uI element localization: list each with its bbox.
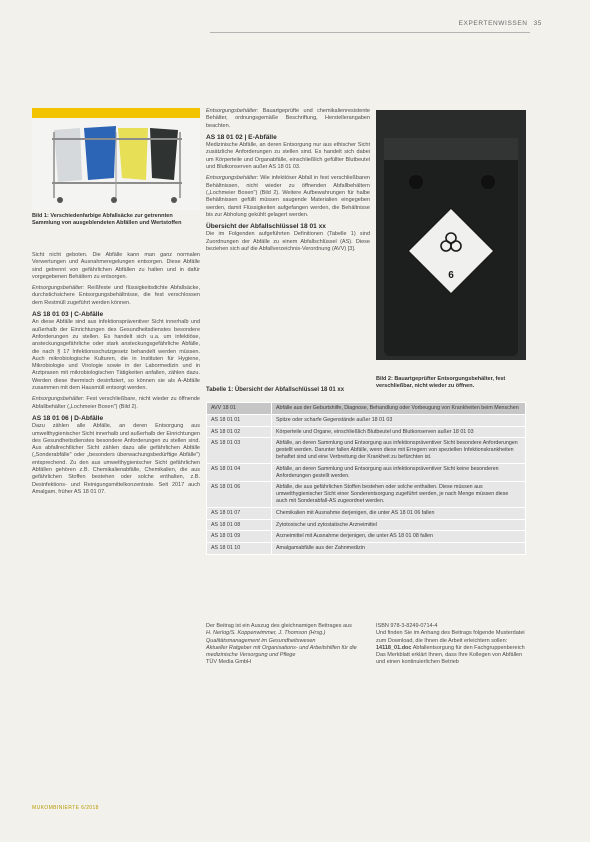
waste-description-cell: Abfälle, an deren Sammlung und Entsorgung aus infektionspräventiver Sicht besondere Anforderungen gestellt werden. Darunter fallen Abfälle, wenn diese mit Erregern von speziellen Infektionskrankheiten behaftet sind und eine Verbreitung der Krankheit zu befürchten ist. xyxy=(272,438,526,463)
table-row xyxy=(207,438,526,463)
waste-description-cell: Abfälle, an deren Sammlung und Entsorgung aus infektionspräventiver Sicht keine besonderen Anforderungen gestellt werden. xyxy=(272,463,526,482)
table-row xyxy=(207,507,526,519)
waste-description-cell: Körperteile und Organe, einschließlich Blutbeutel und Blutkonserven außer 18 01 03 xyxy=(272,426,526,438)
figure1-caption: Bild 1: Verschiedenfarbige Abfallsäcke zur getrennten Sammlung von ausgeblendeten Abfällen und Wertstoffen xyxy=(32,213,182,227)
table-row xyxy=(207,403,526,415)
paragraph: Entsorgungsbehälter: Fest verschließbare, nicht wieder zu öffnende Abfallbehälter („Lochmeier Boxen") (Bild 2). xyxy=(32,396,200,410)
waste-description-cell: Abfälle, die aus gefährlichen Stoffen bestehen oder solche enthalten. Diese müssen aus umwelthygienischer Sicht einer Sonderentsorgung zugeführt werden, je nach Menge müssen diese auch mit Sonderabfall-AS zugeordnet werden. xyxy=(272,482,526,507)
header-rule xyxy=(210,32,530,33)
table-row xyxy=(207,519,526,531)
source-work: Aktueller Ratgeber mit Organisations- und Arbeitshilfen für die medizinische Versorgung und Pflege xyxy=(206,644,357,659)
section-heading: Übersicht der Abfallschlüssel 18 01 xx xyxy=(206,223,326,231)
figure2-caption: Bild 2: Bauartgeprüfter Entsorgungsbehälter, fest verschließbar, nicht wieder zu öffnen. xyxy=(376,376,506,390)
page-footer: MUKOMBINIERTE 6/2018 xyxy=(32,805,99,811)
label-italic: Entsorgungsbehälter: xyxy=(206,108,259,114)
waste-code-cell: AS 18 01 10 xyxy=(207,543,272,555)
running-header xyxy=(459,20,542,27)
table-row xyxy=(207,482,526,507)
paragraph: Die im Folgenden aufgeführten Definitionen (Tabelle 1) sind Zuordnungen der Abfälle zu einem Abfallschlüssel (AS). Diese beziehen sich auf die Abfallverzeichnis-Verordnung (AVV) [3]. xyxy=(206,231,370,253)
svg-text:6: 6 xyxy=(448,270,454,281)
section-heading: AS 18 01 02 | E-Abfälle xyxy=(206,133,277,141)
waste-bag-stand-photo xyxy=(32,118,200,210)
waste-code-cell: AS 18 01 06 xyxy=(207,482,272,507)
label-italic: Entsorgungsbehälter: xyxy=(32,396,85,403)
waste-code-cell: AS 18 01 02 xyxy=(207,426,272,438)
column-1-text xyxy=(32,252,200,500)
isbn: ISBN 978-3-8249-0714-4 xyxy=(376,623,438,629)
paragraph: Entsorgungsbehälter: Bauartgeprüfte und chemikalienresistente Behälter, ordnungsgemäße Beschriftung, Herstellerangaben beachten. xyxy=(206,108,370,129)
source-intro: Der Beitrag ist ein Auszug des gleichnamigen Beitrages aus xyxy=(206,623,352,629)
waste-description-cell: Arzneimittel mit Ausnahme derjenigen, die unter AS 18 01 08 fallen xyxy=(272,531,526,543)
waste-code-cell: AS 18 01 01 xyxy=(207,414,272,426)
section-heading: AS 18 01 03 | C-Abfälle xyxy=(32,311,104,319)
waste-description-cell: Zytotoxische und zytostatische Arzneimittel xyxy=(272,519,526,531)
section-title: EXPERTENWISSEN xyxy=(458,20,528,27)
section-heading: AS 18 01 06 | D-Abfälle xyxy=(32,414,104,422)
paragraph: An diese Abfälle sind aus infektionspräventiver Sicht innerhalb und außerhalb der Einrichtungen des Gesundheitsdienstes besondere Anforderungen zu stellen. Es handelt sich u.a. um infektiöse, ansteckungsgefährliche oder stark ansteckungsgefährliche Abfälle, die nach § 17 Infektionsschutzgesetz behandelt werden müssen. Auch mikrobiologische Kulturen, die in Instituten für Hygiene, Mikrobiologie und Virologie sowie in der Labormedizin und in Arztpraxen mit mikrobiologischen Tätigkeiten anfallen, zählen dazu. Werden diese thermisch desinfiziert, so können sie als A-Abfälle zusammen mit dem Hausmüll entsorgt werden. xyxy=(32,319,200,392)
order-note xyxy=(376,623,526,667)
paragraph: Medizinische Abfälle, an deren Entsorgung nur aus ethischer Sicht zusätzliche Anforderungen zu stellen sind. Es handelt sich dabei um Körperteile und Organabfälle, einschließlich gefüllter Blutbeutel und Blutkonserven außer AS 18 01 03. xyxy=(206,142,370,171)
paragraph: Sicht nicht geboten. Die Abfälle kann man ganz normalen Verwertungen und Ausnahmeregelungen entsorgen. Diese Abfälle sind getrennt von gefährlichen Abfällen zu halten und in dafür vorgegebenen Behältern zu entsorgen. xyxy=(32,252,200,280)
disposal-box-photo xyxy=(376,110,526,360)
waste-code-cell: AS 18 01 08 xyxy=(207,519,272,531)
paragraph: Entsorgungsbehälter: Reißfeste und flüssigkeitsdichte Abfallsäcke, durchstichsichere Entsorgungsbehältnisse, die fest verschlossen dem Restmüll zugeführt werden können. xyxy=(32,285,200,306)
paragraph: Entsorgungsbehälter: Wie infektiöser Abfall in fest verschließbaren Behältnissen, nicht wieder zu öffnenden Abfallbehältern („Lochmeier Boxen") (Bild 2). Weitere Aufbewahrungen für halbe Behältnissen gefüllt müssen saugende Materialien eingegeben werden, damit Flüssigkeiten aufgefangen werden, die Behältnisse bis zur Abholung gekühlt gelagert werden. xyxy=(206,175,370,218)
waste-code-cell: AS 18 01 03 xyxy=(207,438,272,463)
source-authors: H. Nerlog/S. Koppenwimmer, J. Thomson (Hrsg.) Qualitätsmanagement im Gesundheitswesen xyxy=(206,630,326,644)
source-publisher: TÜV Media GmbH xyxy=(206,659,251,666)
waste-description-cell: Abfälle aus der Geburtshilfe, Diagnose, Behandlung oder Vorbeugung von Krankheiten beim Menschen xyxy=(272,403,526,415)
waste-code-cell: AS 18 01 09 xyxy=(207,531,272,543)
table-row xyxy=(207,414,526,426)
table-caption: Tabelle 1: Übersicht der Abfallschlüssel 18 01 xx xyxy=(206,387,345,393)
table-row xyxy=(207,463,526,482)
waste-description-cell: Chemikalien mit Ausnahme derjenigen, die unter AS 18 01 06 fallen xyxy=(272,507,526,519)
page-number: 35 xyxy=(533,20,542,27)
label-italic: Entsorgungsbehälter: xyxy=(32,285,85,292)
table-row xyxy=(207,543,526,555)
waste-code-cell: AVV 18 01 xyxy=(207,403,272,415)
label-italic: Entsorgungsbehälter: xyxy=(206,175,259,182)
table-row xyxy=(207,531,526,543)
table-row xyxy=(207,426,526,438)
column-2-text xyxy=(206,108,370,257)
source-note xyxy=(206,623,362,667)
waste-description-cell: Amalgamabfälle aus der Zahnmedizin xyxy=(272,543,526,555)
waste-code-table xyxy=(206,402,526,555)
order-text: Und finden Sie im Anhang des Beitrags folgende Musterdatei zum Download, die Ihnen die Arbeit erleichtern sollen: xyxy=(376,630,525,644)
order-text-2: Das Merkblatt erklärt Ihnen, dass Ihre Kollegen von Abfällen und einen kontinuierlichen Betrieb xyxy=(376,652,523,666)
download-file: 14118_01.doc Abfallentsorgung für den Fachgruppenbereich xyxy=(376,644,525,651)
waste-code-cell: AS 18 01 04 xyxy=(207,463,272,482)
paragraph: Dazu zählen alle Abfälle, an deren Entsorgung aus umwelthygienischer Sicht innerhalb und außerhalb der Einrichtungen des Gesundheitsdienstes besondere Anforderungen zu stellen sind. Aus abfallrechtlicher Sicht zählen dazu alle gefährlichen Abfälle („Sonderabfälle" oder „besonders überwachungsbedürftige Abfälle") entsprechend. Zu den aus umwelthygienischer Sicht gefährlichen Abfällen gehören z.B. Chemikalienabfälle, Chemikalien, die aus gefährlichen Stoffen bestehen oder solche enthalten, z.B. Desinfektions- und Reinigungsmittelkonzentrate. Seit 2017 auch Amalgam, früher AS 18 01 07. xyxy=(32,423,200,495)
waste-code-cell: AS 18 01 07 xyxy=(207,507,272,519)
waste-description-cell: Spitze oder scharfe Gegenstände außer 18 01 03 xyxy=(272,414,526,426)
